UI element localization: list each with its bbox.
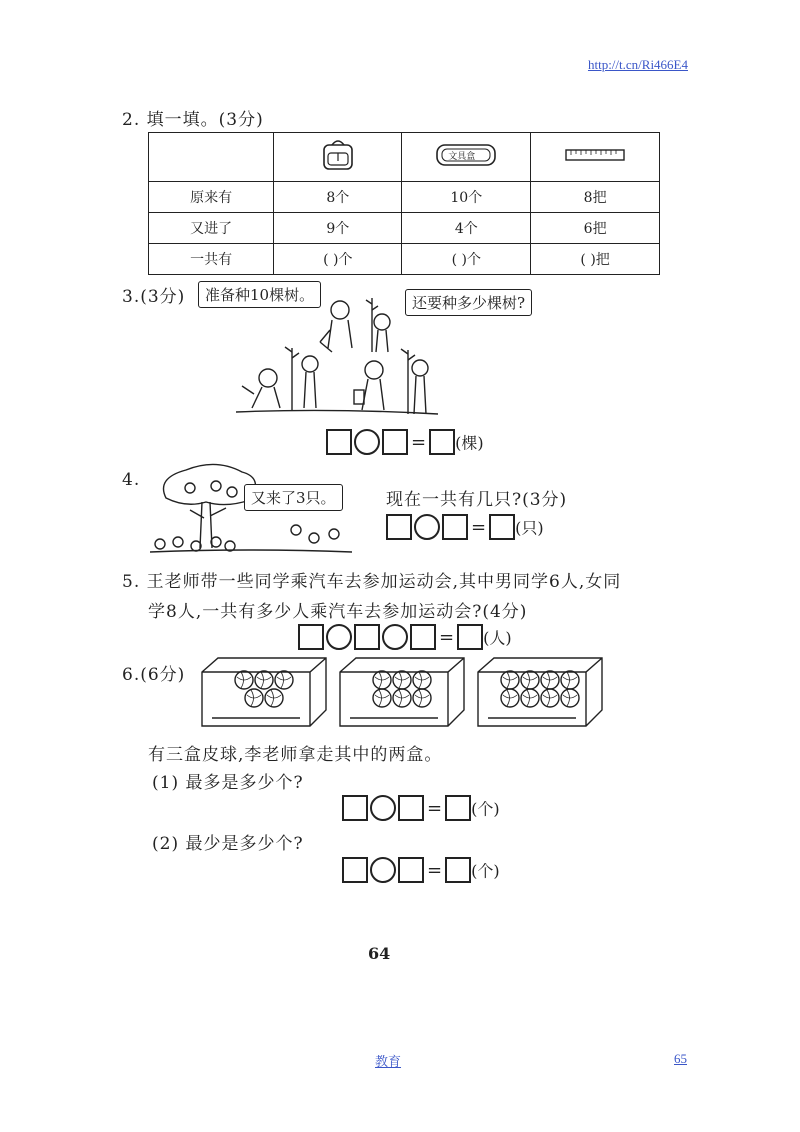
answer-box[interactable]	[410, 624, 436, 650]
table-corner	[149, 133, 274, 182]
tree-planting-illustration	[232, 290, 442, 420]
table-cell: 9个	[274, 213, 402, 244]
operator-circle[interactable]	[354, 429, 380, 455]
q5-answer-formula	[298, 624, 512, 650]
header-url-link[interactable]: http://t.cn/Ri466E4	[587, 57, 688, 72]
equals-sign: =	[427, 797, 443, 819]
row-label: 又进了	[149, 213, 274, 244]
answer-box[interactable]	[298, 624, 324, 650]
operator-circle[interactable]	[370, 795, 396, 821]
answer-box[interactable]	[445, 857, 471, 883]
q6-subquestion-1: (1) 最多是多少个?	[152, 773, 304, 793]
table-cell: 6把	[531, 213, 660, 244]
answer-box[interactable]	[326, 429, 352, 455]
answer-blank[interactable]: ( )个	[402, 244, 531, 275]
operator-circle[interactable]	[382, 624, 408, 650]
table-cell: 8把	[531, 182, 660, 213]
schoolbag-cell	[274, 133, 402, 182]
schoolbag-icon	[318, 137, 358, 173]
ruler-cell	[531, 133, 660, 182]
q3-title: 3.(3分)	[122, 287, 186, 307]
operator-circle[interactable]	[414, 514, 440, 540]
q6-answer-formula-2	[342, 857, 500, 883]
unit-label: (人)	[483, 628, 512, 648]
q5-question-line1: 5. 王老师带一些同学乘汽车去参加运动会,其中男同学6人,女同	[122, 572, 622, 592]
ball-box	[202, 658, 326, 726]
answer-blank[interactable]: ( )个	[274, 244, 402, 275]
q4-question: 现在一共有几只?(3分)	[386, 490, 568, 510]
unit-label: (个)	[471, 861, 500, 881]
row-label: 原来有	[149, 182, 274, 213]
answer-box[interactable]	[386, 514, 412, 540]
q2-table	[148, 132, 660, 275]
operator-circle[interactable]	[370, 857, 396, 883]
answer-box[interactable]	[342, 795, 368, 821]
ball-boxes-illustration	[198, 652, 628, 734]
answer-box[interactable]	[342, 857, 368, 883]
answer-box[interactable]	[457, 624, 483, 650]
answer-box[interactable]	[398, 795, 424, 821]
ball-box	[478, 658, 602, 726]
answer-box[interactable]	[489, 514, 515, 540]
q2-title: 2. 填一填。(3分)	[122, 110, 264, 130]
answer-box[interactable]	[429, 429, 455, 455]
q5-question-line2: 学8人,一共有多少人乘汽车去参加运动会?(4分)	[148, 602, 528, 622]
table-cell: 8个	[274, 182, 402, 213]
page-number: 64	[368, 944, 391, 963]
operator-circle[interactable]	[326, 624, 352, 650]
answer-box[interactable]	[354, 624, 380, 650]
table-cell: 10个	[402, 182, 531, 213]
ball-box	[340, 658, 464, 726]
equals-sign: =	[439, 626, 455, 648]
table-cell: 4个	[402, 213, 531, 244]
answer-box[interactable]	[398, 857, 424, 883]
q3-speech-bubble-right: 还要种多少棵树?	[405, 289, 532, 316]
row-label: 一共有	[149, 244, 274, 275]
q4-title: 4.	[122, 470, 141, 490]
q6-statement: 有三盒皮球,李老师拿走其中的两盒。	[148, 745, 443, 765]
unit-label: (个)	[471, 799, 500, 819]
q4-answer-formula	[386, 514, 544, 540]
pencil-case-label: 文具盒	[448, 152, 476, 162]
q6-answer-formula-1	[342, 795, 500, 821]
equals-sign: =	[411, 431, 427, 453]
ruler-icon	[565, 148, 625, 162]
footer-page-link[interactable]: 65	[674, 1051, 687, 1066]
answer-box[interactable]	[442, 514, 468, 540]
unit-label: (棵)	[455, 433, 484, 453]
answer-box[interactable]	[382, 429, 408, 455]
unit-label: (只)	[515, 518, 544, 538]
footer-link[interactable]: 教育	[375, 1054, 402, 1069]
pencil-case-cell	[402, 133, 531, 182]
q6-title: 6.(6分)	[122, 665, 186, 685]
answer-box[interactable]	[445, 795, 471, 821]
q3-speech-bubble-left: 准备种10棵树。	[198, 281, 321, 308]
answer-blank[interactable]: ( )把	[531, 244, 660, 275]
q3-answer-formula	[326, 429, 484, 455]
equals-sign: =	[427, 859, 443, 881]
q6-subquestion-2: (2) 最少是多少个?	[152, 834, 304, 854]
equals-sign: =	[471, 516, 487, 538]
q4-speech-bubble: 又来了3只。	[244, 484, 343, 511]
